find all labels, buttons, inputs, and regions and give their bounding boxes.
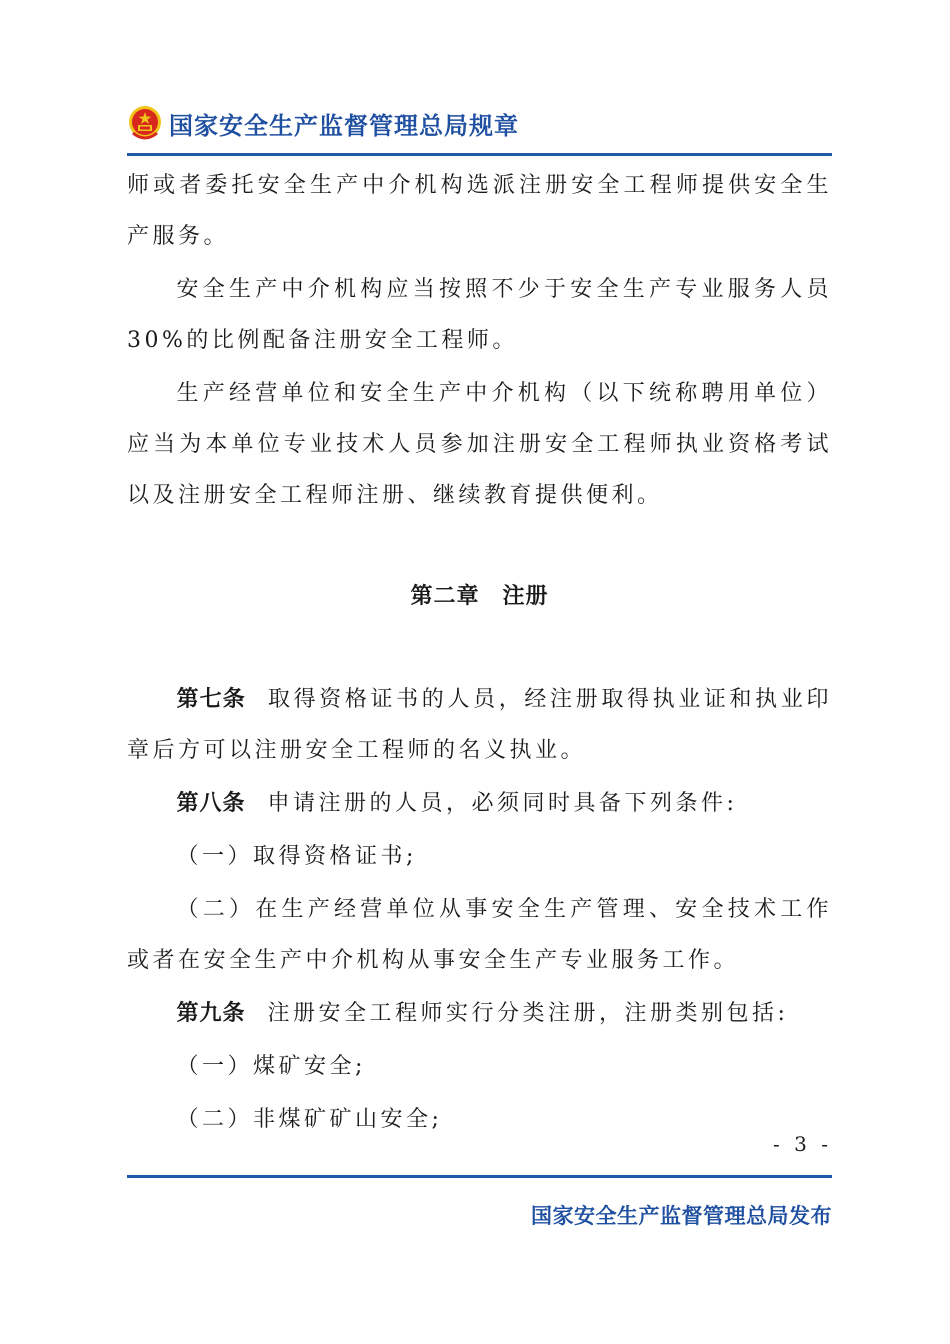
footer-title: 国家安全生产监督管理总局发布 [531,1204,832,1228]
header-divider [127,153,832,156]
list-item: （二）非煤矿矿山安全; [176,1107,443,1132]
article-text: 申请注册的人员，必须同时具备下列条件: [267,791,738,816]
document-body [127,160,832,1147]
national-emblem-icon [127,103,163,143]
paragraph-continued: 师或者委托安全生产中介机构选派注册安全工程师提供安全生产服务。 [127,173,832,249]
article-8 [127,778,832,829]
article-9 [127,988,832,1039]
chapter-title: 第二章 注册 [410,584,549,609]
list-item: （二）在生产经营单位从事安全生产管理、安全技术工作或者在安全生产中介机构从事安全生产专业服务工作。 [127,897,832,973]
article-7 [127,674,832,776]
header-title: 国家安全生产监督管理总局规章 [169,111,519,140]
article-label: 第八条 [176,791,246,816]
document-header [127,98,832,148]
article-label: 第七条 [176,687,246,712]
article-text: 取得资格证书的人员，经注册取得执业证和执业印章后方可以注册安全工程师的名义执业。 [127,687,832,763]
paragraph-intermediary-ratio: 安全生产中介机构应当按照不少于安全生产专业服务人员30%的比例配备注册安全工程师。 [127,277,832,353]
article-text: 注册安全工程师实行分类注册，注册类别包括: [267,1001,789,1026]
footer-divider [127,1175,832,1178]
list-item: （一）取得资格证书; [176,844,417,869]
paragraph-employer-support: 生产经营单位和安全生产中介机构（以下统称聘用单位）应当为本单位专业技术人员参加注册安全工程师执业资格考试以及注册安全工程师注册、继续教育提供便利。 [127,381,832,508]
article-label: 第九条 [176,1001,246,1026]
list-item: （一）煤矿安全; [176,1054,366,1079]
page-number: - 3 - [773,1132,832,1156]
